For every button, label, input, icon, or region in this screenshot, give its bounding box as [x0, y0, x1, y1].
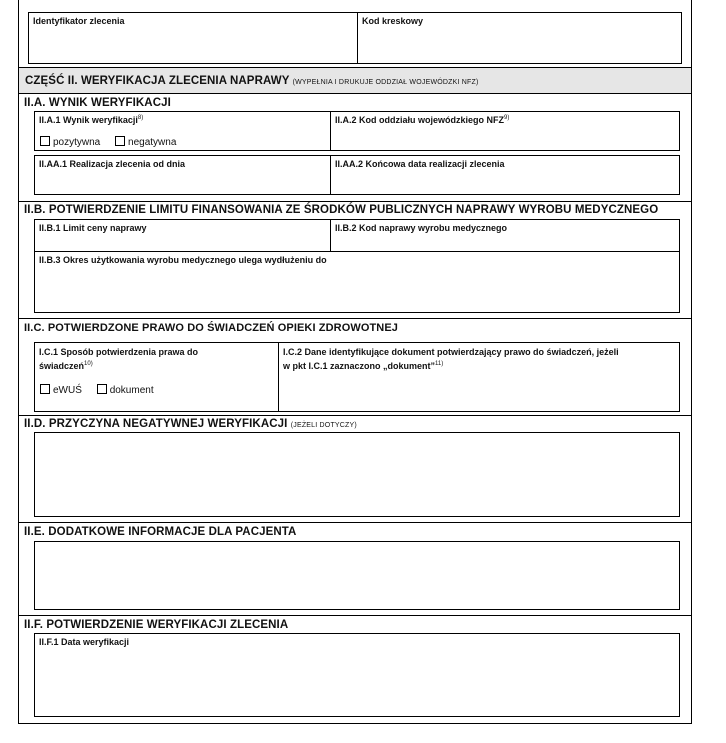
- d-reason-box[interactable]: [34, 432, 680, 517]
- checkbox-ewus[interactable]: [40, 384, 50, 394]
- a1-box[interactable]: [34, 111, 331, 151]
- checkbox-negative[interactable]: [115, 136, 125, 146]
- section-d-title-text: II.D. PRZYCZYNA NEGATYWNEJ WERYFIKACJI: [24, 418, 288, 430]
- part2-title-text: CZĘŚĆ II. WERYFIKACJA ZLECENIA NAPRAWY: [25, 75, 290, 87]
- divider-d: [19, 415, 691, 416]
- option-positive[interactable]: pozytywna: [40, 137, 106, 148]
- aa2-box[interactable]: [330, 155, 680, 195]
- section-b-title: II.B. POTWIERDZENIE LIMITU FINANSOWANIA ZE ŚRODKÓW PUBLICZNYCH NAPRAWY WYROBU MEDYCZNEGO: [24, 204, 659, 216]
- f1-label: II.F.1 Data weryfikacji: [39, 637, 130, 647]
- divider-c: [19, 318, 691, 319]
- part2-header: [19, 67, 691, 94]
- a1-label: II.A.1 Wynik weryfikacji$^{8)}$: [39, 115, 144, 125]
- option-document[interactable]: dokument: [97, 385, 160, 396]
- part2-note: (WYPEŁNIA I DRUKUJE ODDZIAŁ WOJEWÓDZKI NFZ): [292, 79, 479, 86]
- c2-label: I.C.2 Dane identyfikujące dokument potwierdzający prawo do świadczeń, jeżeli w pkt I.C.1 zaznaczono „dokument”$^{11)}$: [283, 347, 619, 371]
- b1-box[interactable]: [34, 219, 331, 252]
- section-d-note: (JEŻELI DOTYCZY): [290, 422, 357, 429]
- identifier-label: Identyfikator zlecenia: [33, 16, 125, 26]
- b1-label: II.B.1 Limit ceny naprawy: [39, 223, 147, 233]
- barcode-box: [357, 12, 682, 64]
- aa1-box[interactable]: [34, 155, 331, 195]
- b3-label: II.B.3 Okres użytkowania wyrobu medycznego ulega wydłużeniu do: [39, 255, 327, 265]
- barcode-label: Kod kreskowy: [362, 16, 424, 26]
- divider-e: [19, 522, 691, 523]
- option-negative[interactable]: negatywna: [115, 137, 182, 148]
- a2-box[interactable]: [330, 111, 680, 151]
- divider-f: [19, 615, 691, 616]
- aa2-label: II.AA.2 Końcowa data realizacji zlecenia: [335, 159, 505, 169]
- b2-label: II.B.2 Kod naprawy wyrobu medycznego: [335, 223, 508, 233]
- section-f-title: II.F. POTWIERDZENIE WERYFIKACJI ZLECENIA: [24, 619, 289, 631]
- section-c-title: II.C. POTWIERDZONE PRAWO DO ŚWIADCZEŃ OPIEKI ZDROWOTNEJ: [24, 322, 399, 334]
- checkbox-document[interactable]: [97, 384, 107, 394]
- identifier-box: [28, 12, 358, 64]
- c1-options: [40, 384, 166, 396]
- section-d-title: [24, 418, 357, 430]
- c2-box[interactable]: [278, 342, 680, 412]
- c1-box[interactable]: [34, 342, 279, 412]
- section-e-title: II.E. DODATKOWE INFORMACJE DLA PACJENTA: [24, 526, 297, 538]
- c1-label: I.C.1 Sposób potwierdzenia prawa do świadczeń$^{10)}$: [39, 347, 199, 371]
- e-info-box[interactable]: [34, 541, 680, 610]
- a1-options: [40, 136, 188, 148]
- aa1-label: II.AA.1 Realizacja zlecenia od dnia: [39, 159, 186, 169]
- divider-b: [19, 201, 691, 202]
- option-ewus[interactable]: eWUŚ: [40, 385, 88, 396]
- a2-label: II.A.2 Kod oddziału wojewódzkiego NFZ$^{9)}$: [335, 115, 510, 125]
- f1-box[interactable]: [34, 633, 680, 717]
- checkbox-positive[interactable]: [40, 136, 50, 146]
- part2-title: [25, 75, 479, 87]
- b3-box[interactable]: [34, 251, 680, 313]
- section-a-title: II.A. WYNIK WERYFIKACJI: [24, 97, 171, 109]
- b2-box[interactable]: [330, 219, 680, 252]
